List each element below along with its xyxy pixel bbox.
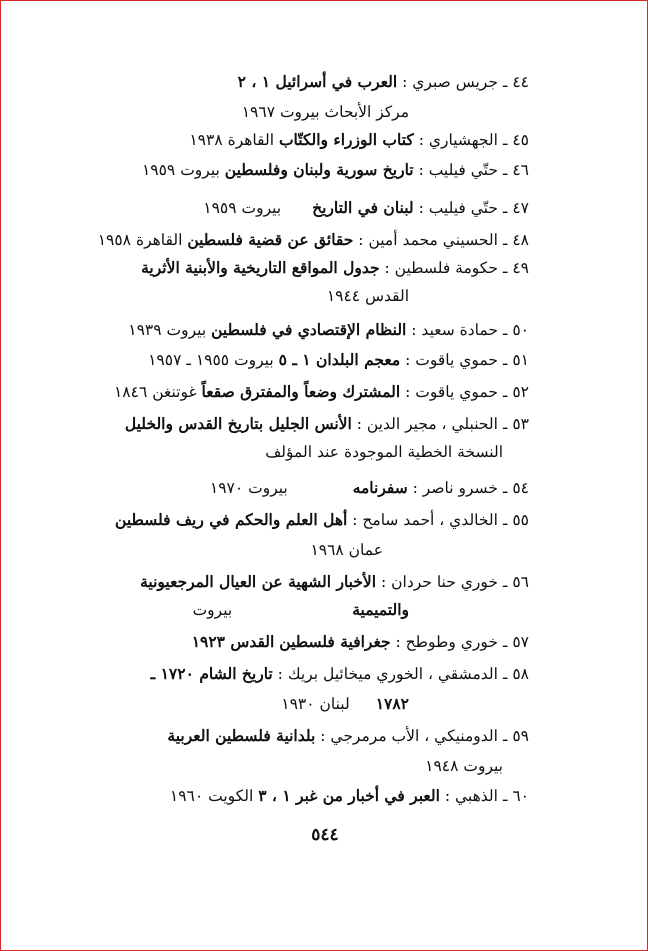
entry-number: ٥٤ [512,479,529,497]
page-number: ٥٤٤ [311,825,339,845]
entry-47: ٤٧ ـ حتّي فيليب : لبنان في التاريخ بيروت ١٩٥٩ [203,198,529,217]
entry-title: تاريخ الشام ١٧٢٠ ـ [150,664,273,683]
entry-60: ٦٠ ـ الذهبي : العبر في أخبار من غبر ١ ، ٣ الكويت ١٩٦٠ [169,786,529,805]
entry-publisher: بيروت ١٩٣٩ [128,321,207,339]
entry-author: حمادة سعيد : [411,321,498,339]
entry-50: ٥٠ ـ حمادة سعيد : النظام الإقتصادي في فلسطين بيروت ١٩٣٩ [128,320,529,339]
entry-title: النظام الإقتصادي في فلسطين [211,320,407,339]
entry-author: الحنبلي ، مجير الدين : [356,415,498,433]
entry-title: العرب في أسرائيل ١ ، ٢ [237,72,398,91]
entry-publisher: بيروت [192,601,233,619]
entry-52: ٥٢ ـ حموي ياقوت : المشترك وضعاً والمفترق صقعاً غوتنغن ١٨٤٦ [113,382,529,401]
entry-title-cont: ١٧٨٢ [375,694,409,713]
entry-title: كتاب الوزراء والكتّاب [278,130,414,149]
entry-title: حقائق عن قضية فلسطين [187,230,354,249]
entry-number: ٦٠ [512,787,529,805]
entry-author: حموي ياقوت : [405,383,498,401]
entry-title: المشترك وضعاً والمفترق صقعاً [201,382,401,401]
entry-title-cont: والتميمية [352,600,409,619]
entry-55-line2 [310,539,529,561]
entry-author: حتّي فيليب : [418,199,498,217]
entry-56-line2 [193,599,529,621]
entry-46: ٤٦ ـ حتّي فيليب : تاريخ سورية ولبنان وفلسطين بيروت ١٩٥٩ [141,160,529,179]
entry-publisher: بيروت ١٩٥٥ ـ ١٩٥٧ [148,351,274,369]
entry-49-line2 [327,285,529,307]
entry-publisher: القدس ١٩٢٣ [191,632,275,651]
entry-publisher: لبنان ١٩٣٠ [281,695,350,713]
entry-number: ٤٨ [512,231,529,249]
entry-54: ٥٤ ـ خسرو ناصر : سفرنامه بيروت ١٩٧٠ [209,478,529,497]
entry-title: تاريخ سورية ولبنان وفلسطين [224,160,414,179]
entry-number: ٤٩ [512,259,529,277]
entry-author: الدومنيكي ، الأب مرمرجي : [320,727,498,745]
entry-53: ٥٣ ـ الحنبلي ، مجير الدين : الأنس الجليل بتاريخ القدس والخليل [124,414,529,433]
entry-author: خسرو ناصر : [412,479,498,497]
entry-44-line2 [242,101,529,123]
entry-56: ٥٦ ـ خوري حنا حردان : الأخبار الشهية عن العيال المرجعيونية [140,572,529,591]
entry-author: الخالدي ، أحمد سامح : [352,511,498,529]
entry-49: ٤٩ ـ حكومة فلسطين : جدول المواقع التاريخية والأبنية الأثرية [141,258,529,277]
entry-author: الجهشياري : [418,131,498,149]
entry-53-line2 [265,441,529,463]
entry-48: ٤٨ ـ الحسيني محمد أمين : حقائق عن قضية فلسطين القاهرة ١٩٥٨ [97,230,529,249]
entry-number: ٥٩ [512,727,529,745]
entry-title: الأخبار الشهية عن العيال المرجعيونية [140,572,377,591]
entry-59: ٥٩ ـ الدومنيكي ، الأب مرمرجي : بلدانية فلسطين العربية [167,726,529,745]
entry-57: ٥٧ ـ خوري وطوطح : جغرافية فلسطين القدس ١٩٢٣ [191,632,529,651]
entry-publisher: القاهرة ١٩٣٨ [189,131,275,149]
entry-number: ٥١ [512,351,529,369]
entry-author: الحسيني محمد أمين : [358,231,498,249]
entry-publisher: عمان ١٩٦٨ [310,541,383,559]
entry-number: ٥٠ [512,321,529,339]
entry-number: ٥٨ [512,665,529,683]
entry-author: جريس صبري : [402,73,498,91]
entry-publisher: غوتنغن ١٨٤٦ [113,383,197,401]
entry-author: الدمشقي ، الخوري ميخائيل بريك : [277,665,498,683]
entry-author: خوري وطوطح : [395,633,498,651]
entry-number: ٤٥ [512,131,529,149]
entry-59-line2 [425,755,529,777]
entry-title: لبنان في التاريخ [312,198,414,217]
entry-number: ٥٥ [512,511,529,529]
entry-publisher: بيروت ١٩٥٩ [141,161,220,179]
entry-number: ٥٣ [512,415,529,433]
entry-number: ٤٦ [512,161,529,179]
entry-number: ٤٧ [512,199,529,217]
entry-title: أهل العلم والحكم في ريف فلسطين [115,510,348,529]
entry-number: ٥٢ [512,383,529,401]
entry-author: حكومة فلسطين : [384,259,498,277]
entry-55: ٥٥ ـ الخالدي ، أحمد سامح : أهل العلم والحكم في ريف فلسطين [115,510,529,529]
entry-publisher: بيروت ١٩٧٠ [209,479,288,497]
entry-title: العبر في أخبار من غبر ١ ، ٣ [258,786,440,805]
entry-publisher: القاهرة ١٩٥٨ [97,231,183,249]
entry-title: معجم البلدان ١ ـ ٥ [278,350,401,369]
entry-publisher: بيروت ١٩٤٨ [425,757,503,775]
entry-58-line2 [281,693,529,715]
entry-author: حموي ياقوت : [405,351,498,369]
entry-title: بلدانية فلسطين العربية [167,726,316,745]
entry-58: ٥٨ ـ الدمشقي ، الخوري ميخائيل بريك : تاريخ الشام ١٧٢٠ ـ [150,664,529,683]
entry-number: ٤٤ [512,73,529,91]
entry-author: الذهبي : [444,787,498,805]
entry-44: ٤٤ ـ جريس صبري : العرب في أسرائيل ١ ، ٢ [237,72,529,91]
entry-author: خوري حنا حردان : [381,573,498,591]
entry-publisher: مركز الأبحاث بيروت ١٩٦٧ [241,103,409,121]
entry-51: ٥١ ـ حموي ياقوت : معجم البلدان ١ ـ ٥ بيروت ١٩٥٥ ـ ١٩٥٧ [148,350,529,369]
entry-title: سفرنامه [352,478,408,497]
entry-publisher: بيروت ١٩٥٩ [203,199,282,217]
entry-title: الأنس الجليل بتاريخ القدس والخليل [124,414,352,433]
entry-number: ٥٦ [512,573,529,591]
entry-publisher: القدس ١٩٤٤ [326,287,409,305]
entry-number: ٥٧ [512,633,529,651]
entry-title: جغرافية فلسطين [279,632,391,651]
entry-publisher: الكويت ١٩٦٠ [169,787,254,805]
entry-author: حتّي فيليب : [418,161,498,179]
entry-note: النسخة الخطية الموجودة عند المؤلف [265,443,503,461]
entry-title: جدول المواقع التاريخية والأبنية الأثرية [141,258,380,277]
entry-45: ٤٥ ـ الجهشياري : كتاب الوزراء والكتّاب القاهرة ١٩٣٨ [189,130,529,149]
